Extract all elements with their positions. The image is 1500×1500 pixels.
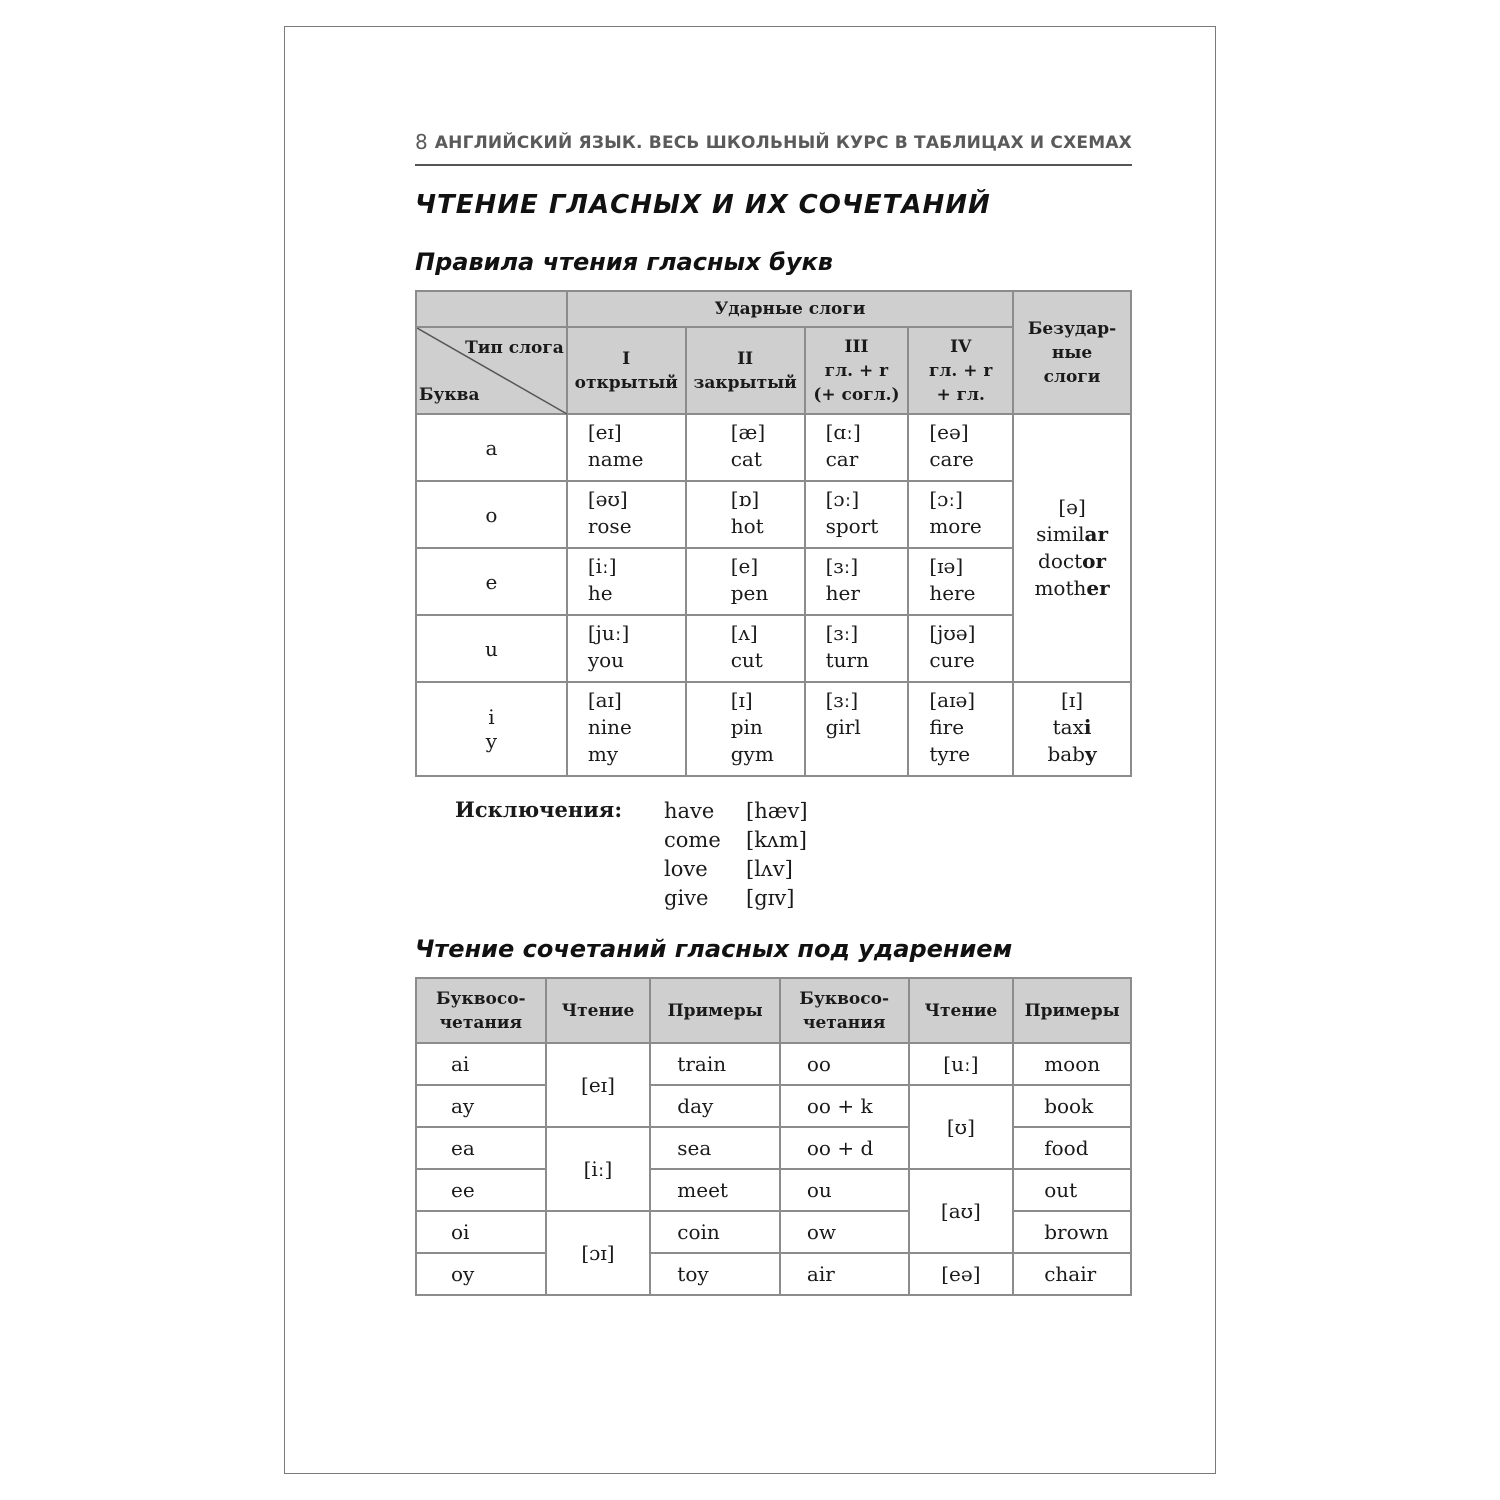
col-header-examples: Примеры — [650, 978, 780, 1043]
page-content — [415, 130, 1132, 1296]
letter-cell: u — [416, 615, 567, 682]
exception-word: come — [664, 828, 721, 852]
ipa: [juː] — [587, 621, 630, 645]
example-word: here — [929, 581, 976, 605]
header-text: Буквосо-четания — [436, 988, 526, 1033]
reading-cell: [ɔɪ] — [546, 1211, 651, 1295]
ipa: [aɪə] — [929, 688, 976, 712]
example-word: pin — [730, 715, 763, 739]
rule-cell — [567, 414, 686, 481]
word-stem: bab — [1047, 742, 1085, 766]
rule-cell — [805, 481, 909, 548]
type-num: III — [844, 336, 869, 357]
type-header-3 — [805, 327, 909, 414]
col-header-examples: Примеры — [1013, 978, 1131, 1043]
type-header-1 — [567, 327, 686, 414]
reading-cell: [aʊ] — [909, 1169, 1014, 1253]
example-word: tyre — [929, 742, 971, 766]
example-word: car — [825, 447, 859, 471]
example-word: my — [587, 742, 619, 766]
page-number: 8 — [415, 130, 428, 154]
example-word: sport — [825, 514, 879, 538]
example-cell: train — [650, 1043, 780, 1085]
example-word: hot — [730, 514, 764, 538]
rule-cell — [908, 682, 1013, 776]
unstressed-header-text: Безудар-ные слоги — [1027, 318, 1117, 387]
combo-cell: oo — [780, 1043, 909, 1085]
book-title: АНГЛИЙСКИЙ ЯЗЫК. ВЕСЬ ШКОЛЬНЫЙ КУРС В ТАБЛИЦАХ И СХЕМАХ — [434, 133, 1132, 153]
rule-cell — [908, 414, 1013, 481]
example-word: name — [587, 447, 644, 471]
word-suffix: or — [1082, 549, 1107, 573]
example-word — [1015, 521, 1129, 548]
type-header-4 — [908, 327, 1013, 414]
rule-cell — [567, 682, 686, 776]
example-word — [1015, 548, 1129, 575]
example-word: turn — [825, 648, 869, 672]
rule-cell — [686, 682, 805, 776]
example-word: cut — [730, 648, 763, 672]
combo-cell: ee — [416, 1169, 546, 1211]
example-word: you — [587, 648, 625, 672]
unstressed-cell-schwa — [1013, 414, 1131, 682]
exception-word: have — [664, 799, 715, 823]
type-num: II — [737, 348, 754, 369]
ipa: [eɪ] — [587, 420, 622, 444]
ipa: [ɑː] — [825, 420, 861, 444]
ipa: [e] — [730, 554, 759, 578]
combo-cell: ai — [416, 1043, 546, 1085]
example-cell: meet — [650, 1169, 780, 1211]
ipa: [aɪ] — [587, 688, 622, 712]
letter-cell: o — [416, 481, 567, 548]
rule-cell — [805, 414, 909, 481]
rule-cell — [686, 481, 805, 548]
example-word: rose — [587, 514, 632, 538]
exceptions-label: Исключения: — [455, 797, 623, 822]
ipa: [eə] — [929, 420, 969, 444]
type-desc: гл. + r — [929, 360, 993, 381]
word-stem: tax — [1052, 715, 1084, 739]
stressed-syllables-header: Ударные слоги — [567, 291, 1013, 327]
rule-cell — [805, 548, 909, 615]
header-text: Буквосо-четания — [799, 988, 890, 1033]
example-cell: brown — [1013, 1211, 1131, 1253]
word-stem: doct — [1038, 549, 1083, 573]
ipa: [ɒ] — [730, 487, 760, 511]
word-suffix: i — [1083, 715, 1092, 739]
rule-cell — [805, 615, 909, 682]
ipa: [iː] — [587, 554, 617, 578]
combo-cell: air — [780, 1253, 909, 1295]
example-word: more — [929, 514, 982, 538]
type-num: IV — [950, 336, 972, 357]
ipa: [ɜː] — [825, 621, 859, 645]
type-header-2 — [686, 327, 805, 414]
combo-cell: oo + d — [780, 1127, 909, 1169]
exception-transcriptions — [746, 797, 808, 913]
reading-cell: [eɪ] — [546, 1043, 651, 1127]
type-desc: гл. + r — [824, 360, 889, 381]
ipa: [ɪ] — [1061, 688, 1084, 712]
example-word — [1015, 575, 1129, 602]
syllable-type-letter-corner — [416, 327, 567, 414]
ipa: [ɪə] — [929, 554, 964, 578]
exception-ipa: [kʌm] — [746, 828, 807, 852]
ipa: [ɔː] — [929, 487, 963, 511]
book-page — [284, 26, 1216, 1474]
ipa: [ɜː] — [825, 688, 859, 712]
letter-label: Буква — [419, 385, 480, 405]
reading-cell: [uː] — [909, 1043, 1014, 1085]
example-word: gym — [730, 742, 774, 766]
combo-cell: ow — [780, 1211, 909, 1253]
rule-cell — [686, 615, 805, 682]
type-num: I — [622, 348, 631, 369]
example-cell: book — [1013, 1085, 1131, 1127]
letter-cell — [416, 682, 567, 776]
syllable-type-label: Тип слога — [465, 338, 564, 358]
letter-cell: e — [416, 548, 567, 615]
combo-cell: ay — [416, 1085, 546, 1127]
example-word: her — [825, 581, 860, 605]
header-corner-top — [416, 291, 567, 327]
rule-cell — [686, 548, 805, 615]
col-header-combos — [780, 978, 909, 1043]
combo-cell: oi — [416, 1211, 546, 1253]
ipa: [əʊ] — [587, 487, 628, 511]
example-cell: food — [1013, 1127, 1131, 1169]
example-cell: out — [1013, 1169, 1131, 1211]
type-desc-2: + гл. — [936, 384, 985, 405]
example-cell: day — [650, 1085, 780, 1127]
exceptions-block — [415, 795, 1132, 913]
ipa: [ə] — [1058, 495, 1086, 519]
unstressed-cell-i — [1013, 682, 1131, 776]
vowel-rules-table — [415, 290, 1132, 777]
example-word — [1015, 714, 1129, 741]
combo-cell: ou — [780, 1169, 909, 1211]
example-cell: sea — [650, 1127, 780, 1169]
ipa: [ɜː] — [825, 554, 859, 578]
col-header-reading: Чтение — [546, 978, 651, 1043]
letter: y — [485, 729, 498, 753]
letter: i — [488, 705, 495, 729]
section-title: ЧТЕНИЕ ГЛАСНЫХ И ИХ СОЧЕТАНИЙ — [415, 190, 991, 220]
rule-cell — [686, 414, 805, 481]
rule-cell — [908, 548, 1013, 615]
rule-cell — [908, 615, 1013, 682]
reading-cell: [ʊ] — [909, 1085, 1014, 1169]
example-word: cure — [929, 648, 975, 672]
exception-ipa: [lʌv] — [746, 857, 793, 881]
rule-cell — [567, 615, 686, 682]
letter-cell: a — [416, 414, 567, 481]
example-word: care — [929, 447, 974, 471]
combo-cell: oo + k — [780, 1085, 909, 1127]
exception-word: love — [664, 857, 708, 881]
ipa: [ɪ] — [730, 688, 753, 712]
rule-cell — [567, 548, 686, 615]
example-cell: moon — [1013, 1043, 1131, 1085]
ipa: [ʌ] — [730, 621, 758, 645]
example-cell: coin — [650, 1211, 780, 1253]
type-desc-2: (+ согл.) — [813, 384, 900, 405]
subsection-title-combinations: Чтение сочетаний гласных под ударением — [415, 935, 1013, 963]
example-word: he — [587, 581, 613, 605]
ipa: [jʊə] — [929, 621, 976, 645]
example-word: cat — [730, 447, 762, 471]
reading-cell: [eə] — [909, 1253, 1014, 1295]
word-stem: simil — [1036, 522, 1085, 546]
vowel-combinations-table — [415, 977, 1132, 1296]
ipa: [æ] — [730, 420, 766, 444]
word-suffix: y — [1084, 742, 1097, 766]
type-desc: закрытый — [693, 372, 797, 393]
example-word: girl — [825, 715, 861, 739]
exception-ipa: [hæv] — [746, 799, 808, 823]
col-header-reading: Чтение — [909, 978, 1014, 1043]
combo-cell: oy — [416, 1253, 546, 1295]
exception-ipa: [gɪv] — [746, 886, 795, 910]
rule-cell — [908, 481, 1013, 548]
rule-cell — [567, 481, 686, 548]
reading-cell: [iː] — [546, 1127, 651, 1211]
example-word — [1015, 741, 1129, 768]
example-cell: toy — [650, 1253, 780, 1295]
example-word: nine — [587, 715, 632, 739]
exception-words — [664, 797, 721, 913]
combo-cell: ea — [416, 1127, 546, 1169]
running-head — [415, 130, 1132, 166]
word-suffix: er — [1086, 576, 1110, 600]
word-suffix: ar — [1084, 522, 1108, 546]
example-word: pen — [730, 581, 769, 605]
col-header-combos — [416, 978, 546, 1043]
example-word: fire — [929, 715, 965, 739]
example-cell: chair — [1013, 1253, 1131, 1295]
ipa: [ɔː] — [825, 487, 860, 511]
subsection-title-vowel-rules: Правила чтения гласных букв — [415, 248, 833, 276]
word-stem: moth — [1034, 576, 1087, 600]
rule-cell — [805, 682, 909, 776]
type-desc: открытый — [574, 372, 678, 393]
unstressed-syllables-header — [1013, 291, 1131, 414]
exception-word: give — [664, 886, 709, 910]
